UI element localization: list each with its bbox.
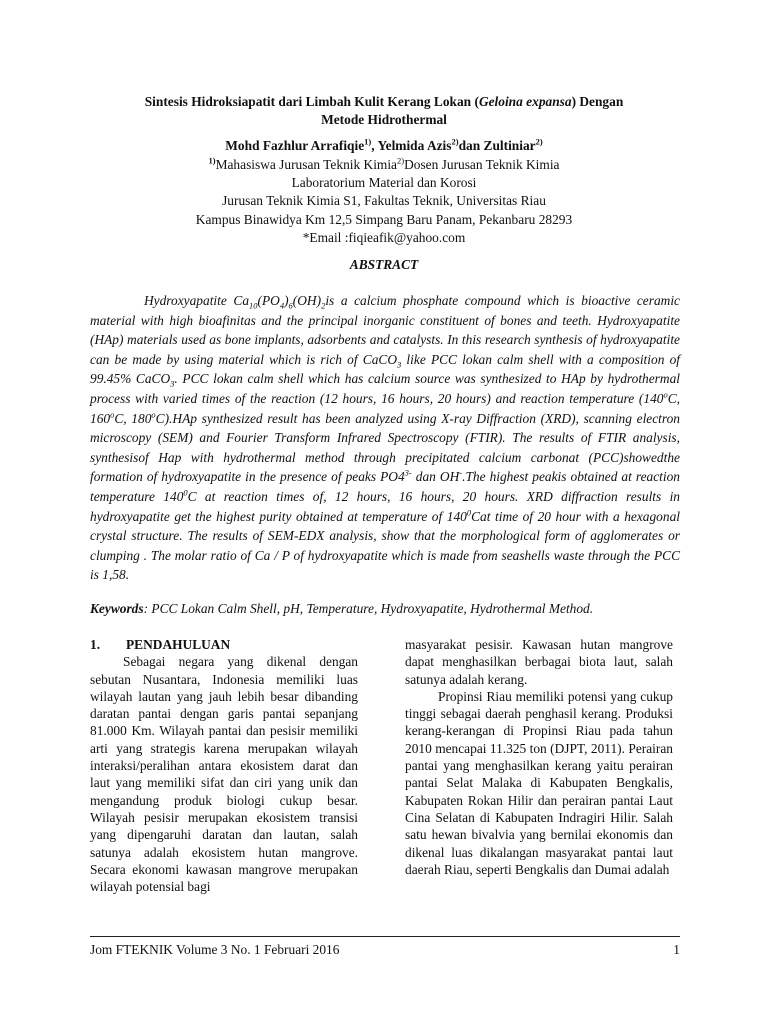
journal-info: Jom FTEKNIK Volume 3 No. 1 Februari 2016: [90, 942, 340, 957]
abstract-heading: ABSTRACT: [349, 257, 419, 272]
affiliation-block: [92, 156, 676, 247]
page-footer: [90, 942, 680, 958]
body-paragraph: Propinsi Riau memiliki potensi yang cukup tinggi sebagai daerah penghasil kerang. Produksi kerang-kerangan di Propinsi Riau pada tahun 2010 mencapai 11.325 ton (DJPT, 2011). Perairan pantai yang menghasilkan kerang yaitu perairan pantai Selat Malaka di Kabupaten Bengkalis, Kabupaten Rokan Hilir dan perairan pantai Laut Cina Selatan di Kabupaten Indragiri Hilir. Salah satu hewan bivalvia yang bernilai ekonomis dan dikenal luas dikalangan masyarakat pantai laut daerah Riau, seperti Bengkalis dan Dumai adalah: [405, 688, 673, 877]
body-paragraph: Sebagai negara yang dikenal dengan sebutan Nusantara, Indonesia memiliki luas wilayah lautan yang jauh lebih besar dibanding daratan pantai dengan garis pantai sepanjang 81.000 Km. Wilayah pantai dan pesisir memiliki arti yang strategis karena merupakan wilayah interaksi/peralihan antara ekosistem darat dan laut yang memiliki sifat dan ciri yang unik dan mengandung produk biologi cukup besar. Wilayah pesisir merupakan ekosistem transisi yang dipengaruhi daratan dan lautan, salah satunya adalah ekosistem hutan mangrove. Secara ekonomi kawasan mangrove merupakan wilayah potensial bagi: [90, 654, 358, 895]
body-paragraph-continued: masyarakat pesisir. Kawasan hutan mangrove dapat menghasilkan berbagai biota laut, salah satunya adalah kerang.: [405, 637, 673, 687]
abstract-text: Hydroxyapatite $Ca_{10}(PO_4)_6(OH)_2is$ a calcium phosphate compound which is bioactive ceramic material with high bioafinitas and the principal inorganic constituent of bones and teeth. Hydroxyapatite (HAp) materials used as bone implants, adsorbents and catalysts. In this research synthesis of hydroxyapatite can be made by using material which is rich of CaCO$_3$ like PCC lokan calm shell with a composition of 99.45% CaCO$_3$. PCC lokan calm shell which has calcium source was synthesized to HAp by hydrothermal process with varied times of the reaction (12 hours, 16 hours, 20 hours) and reaction temperature (140$^o$C, 160$^o$C, 180$^o$C).HAp synthesized result has been analyzed using X-ray Diffraction (XRD), scanning electron microscopy (SEM) and Fourier Transform Infrared Spectroscopy (FTIR). The results of FTIR analysis, synthesisof Hap with hydrothermal method through precipitated calcium carbonat (PCC)showedthe formation of hydroxyapatite in the presence of peaks $PO4^{3-}$ dan OH-.The highest peakis obtained at reaction temperature $140^0C$ at reaction times of, 12 hours, 16 hours, 20 hours. XRD diffraction results in hydroxyapatite get the highest purity obtained at temperature of $140^0Cat$ time of 20 hour with a hexagonal crystal structure. The results of SEM-EDX analysis, show that the morphological form of agglomerates or clumping . The molar ratio of Ca / P of hydroxyapatite which is made from seashells waste through the PCC is 1,58.: [90, 293, 681, 583]
body-column-right: [405, 636, 673, 878]
affiliation-lab: Laboratorium Material dan Korosi: [291, 175, 477, 191]
species-name: Geloina expansa: [478, 94, 572, 109]
page-number: 1: [673, 942, 680, 957]
author-list: Mohd Fazhlur Arrafiqie$^{1)}$, Yelmida Azis$^{2)}$dan Zultiniar$^{2)}$: [225, 136, 543, 153]
affiliation-faculty: Jurusan Teknik Kimia S1, Fakultas Teknik, Universitas Riau: [222, 193, 546, 209]
affiliation-departments: $^{1)}$Mahasiswa Jurusan Teknik Kimia$^{2)}$Dosen Jurusan Teknik Kimia: [208, 155, 560, 172]
author-email: *Email :fiqieafik@yahoo.com: [302, 229, 466, 245]
body-column-left: [90, 636, 358, 895]
footer-divider: [90, 936, 680, 937]
keywords-label: Keywords: [90, 601, 144, 616]
keywords-line: Keywords: PCC Lokan Calm Shell, pH, Temperature, Hydroxyapatite, Hydrothermal Method.: [90, 601, 594, 616]
affiliation-address: Kampus Binawidya Km 12,5 Simpang Baru Panam, Pekanbaru 28293: [195, 211, 573, 227]
paper-title: Sintesis Hidroksiapatit dari Limbah Kulit Kerang Lokan (Geloina expansa) Dengan Metode Hidrothermal: [144, 94, 624, 127]
section-heading: 1. PENDAHULUAN: [90, 637, 231, 652]
